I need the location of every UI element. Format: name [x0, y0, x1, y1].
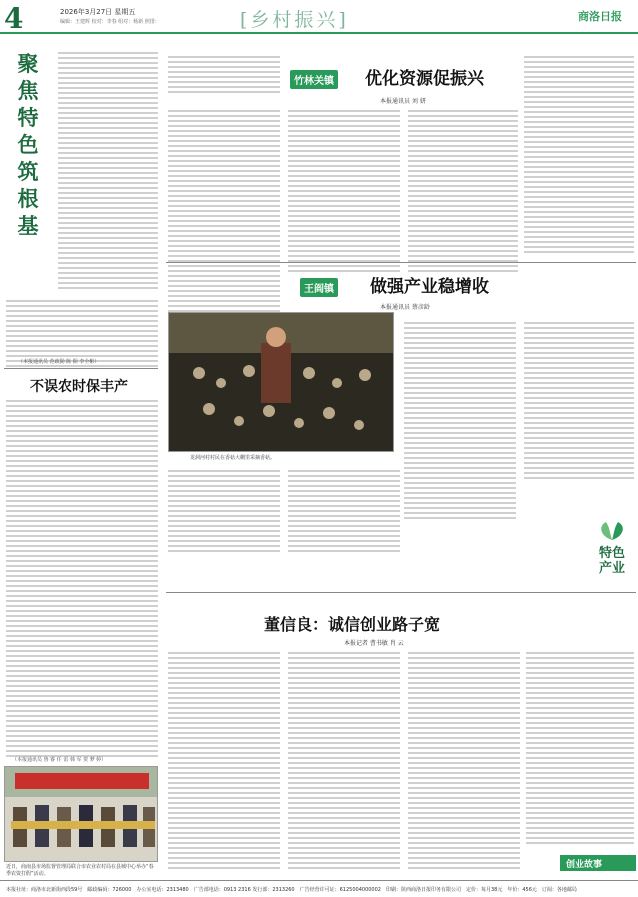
award-photo-caption: 近日，商南县市场监督管理局联合市农业农村局在县城中心举办“春季农资打假”活动。 — [6, 864, 154, 877]
top-article-col1 — [168, 56, 280, 93]
mushroom-greenhouse-image — [169, 313, 394, 452]
bottom-article-col1 — [168, 652, 280, 869]
bottom-article-col2 — [288, 652, 400, 869]
leaf-icon — [592, 520, 632, 542]
mid-article-col2 — [168, 470, 280, 552]
issue-date: 2026年3月27日 星期五 — [60, 8, 136, 16]
page-header — [0, 0, 638, 34]
page-footer: 本报社址：商洛市北新街西段59号 邮政编码：726000 办公室电话：2313480 广告部电话：0913 2316 发行部：2313260 广告经营许可证：6125004000002 印刷：陕西商洛日报印务有限公司 定价：每月38元 年价：456元 订阅：各地邮局 — [0, 880, 638, 897]
top-article-tag: 竹林关镇 — [290, 70, 338, 89]
award-ceremony-image — [5, 767, 158, 862]
entrepreneur-story-label: 创业故事 — [566, 860, 603, 870]
mid-article-title: 做强产业稳增收 — [370, 277, 489, 297]
top-article-col2 — [288, 110, 400, 272]
specialty-industry-badge — [590, 520, 634, 576]
bottom-article-author: 本报记者 曹书敏 肖 云 — [344, 640, 404, 647]
bottom-article-title: 董信良：诚信创业路子宽 — [264, 615, 441, 634]
left-article-title: 不误农时保丰产 — [30, 379, 128, 395]
mid-article-col4 — [404, 322, 516, 519]
mid-article-col5 — [524, 322, 634, 479]
mushroom-photo-caption: 龙洞河村村民在香菇大棚里采摘香菇。 — [190, 455, 276, 461]
side-article-title: 聚焦特色筑根基 — [17, 51, 39, 238]
top-article-author: 本报通讯员 刘 妍 — [380, 98, 426, 105]
bottom-article-col3 — [408, 652, 520, 869]
divider-left — [4, 368, 158, 369]
side-article-body — [58, 52, 158, 289]
side-article-byline: （本报通讯员 范政勋 陈 阳 李全彬） — [18, 359, 100, 365]
badge-line1: 特色 — [598, 546, 625, 561]
divider-top — [166, 262, 636, 263]
mid-article-author: 本报通讯员 蔡彦龄 — [380, 304, 430, 311]
mid-article-col3 — [288, 470, 400, 552]
top-article-col4 — [524, 56, 634, 253]
divider-mid — [166, 592, 636, 593]
entrepreneur-story-bar — [560, 855, 636, 871]
section-title: [乡村振兴] — [240, 9, 349, 31]
mid-article-col1 — [168, 270, 280, 317]
top-article-title: 优化资源促振兴 — [365, 69, 484, 89]
left-article-byline: （本报通讯员 鲁 睿 任 雷 韩 军 贺 梦 婷） — [12, 757, 107, 763]
bottom-article-col4 — [526, 652, 634, 844]
award-ceremony-photo — [4, 766, 158, 862]
top-article-col3 — [408, 110, 518, 272]
newspaper-logo: 商洛日报 — [578, 10, 622, 23]
top-article-col1b — [168, 110, 280, 272]
mid-article-tag: 王阎镇 — [300, 278, 338, 297]
page-number: 4 — [4, 2, 24, 35]
mushroom-greenhouse-photo — [168, 312, 394, 452]
side-article-body-cont — [6, 300, 158, 367]
badge-line2: 产业 — [598, 561, 625, 576]
editor-credits: 编辑：王建辉 校对：李春 组对：杨新 照排： — [60, 19, 160, 25]
left-article-body — [6, 400, 158, 757]
